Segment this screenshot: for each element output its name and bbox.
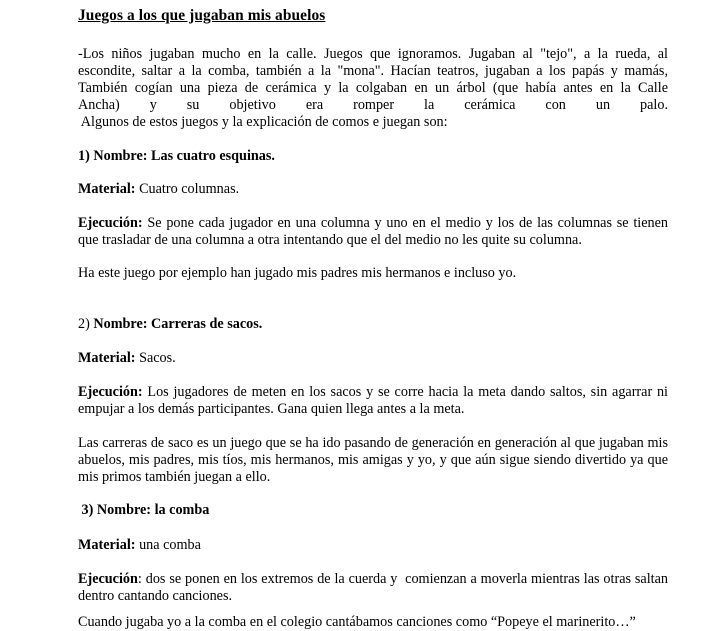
game-3-execution — [78, 571, 672, 605]
game-2-number: 2) — [78, 316, 94, 332]
game-1-heading — [78, 148, 668, 165]
game-3-material — [78, 537, 668, 554]
game-3-name: Nombre: la comba — [96, 502, 210, 518]
game-1-note: Ha este juego por ejemplo han jugado mis padres mis hermanos e incluso yo. — [78, 265, 517, 281]
game-1-material-label: Material: — [78, 181, 136, 197]
game-1-name: Nombre: Las cuatro esquinas. — [93, 148, 275, 164]
game-3-execution-label: Ejecución — [78, 571, 138, 587]
game-3-material-value: una comba — [135, 537, 201, 553]
game-3-note: Cuando jugaba yo a la comba en el colegio cantábamos canciones como “Popeye el marinerito…” — [78, 614, 636, 630]
game-3-execution-text: : dos se ponen en los extremos de la cuerda y comienzan a moverla mientras las otras saltan dentro cantando canciones. — [78, 571, 672, 604]
intro-line-1: -Los niños jugaban mucho en la calle. Juegos que ignoramos. Jugaban al "tejo", a la rueda, al — [78, 46, 668, 62]
intro-line-4: Ancha) y su objetivo era romper la cerámica con un palo. — [78, 97, 668, 113]
intro-line-5: Algunos de estos juegos y la explicación de comos e juegan son: — [78, 114, 448, 130]
game-2-material-value: Sacos. — [135, 350, 176, 366]
game-2-execution — [78, 384, 668, 418]
game-3-number: 3) — [78, 502, 97, 518]
game-1-material — [78, 181, 668, 198]
game-2-name: Nombre: Carreras de sacos. — [93, 316, 263, 332]
game-2-heading — [78, 316, 668, 333]
game-1-material-value: Cuatro columnas. — [135, 181, 240, 197]
game-2-material — [78, 350, 668, 367]
game-3-material-label: Material: — [78, 537, 136, 553]
intro-line-3: También cogían una pieza de cerámica y la colgaban en un árbol (que había antes en la Calle — [78, 80, 668, 96]
game-2-note: Las carreras de saco es un juego que se ha ido pasando de generación en generación al que jugaban mis abuelos, mis padres, mis tíos, mis hermanos, mis amigas y yo, y que aún sigue siendo divertido ya que mis primos también juegan a ello. — [78, 435, 668, 485]
game-3-heading — [78, 502, 668, 519]
document-title: Juegos a los que jugaban mis abuelos — [78, 7, 326, 24]
game-2-execution-label: Ejecución: — [78, 384, 143, 400]
game-1-execution-label: Ejecución: — [78, 215, 143, 231]
game-1-execution-text: Se pone cada jugador en una columna y uno en el medio y los de las columnas se tienen que trasladar de una columna a otra intentando que el del medio no les quite su columna. — [78, 215, 668, 248]
game-1-number: 1) — [78, 148, 94, 164]
game-2-execution-text: Los jugadores de meten en los sacos y se corre hacia la meta dando saltos, sin agarrar ni empujar a los demás participantes. Gana quien llega antes a la meta. — [78, 384, 668, 417]
game-2-material-label: Material: — [78, 350, 136, 366]
game-1-execution — [78, 215, 668, 249]
intro-line-2: escondite, saltar a la comba, también a la "mona". Hacían teatros, jugaban a los papás y mamás, — [78, 63, 668, 79]
